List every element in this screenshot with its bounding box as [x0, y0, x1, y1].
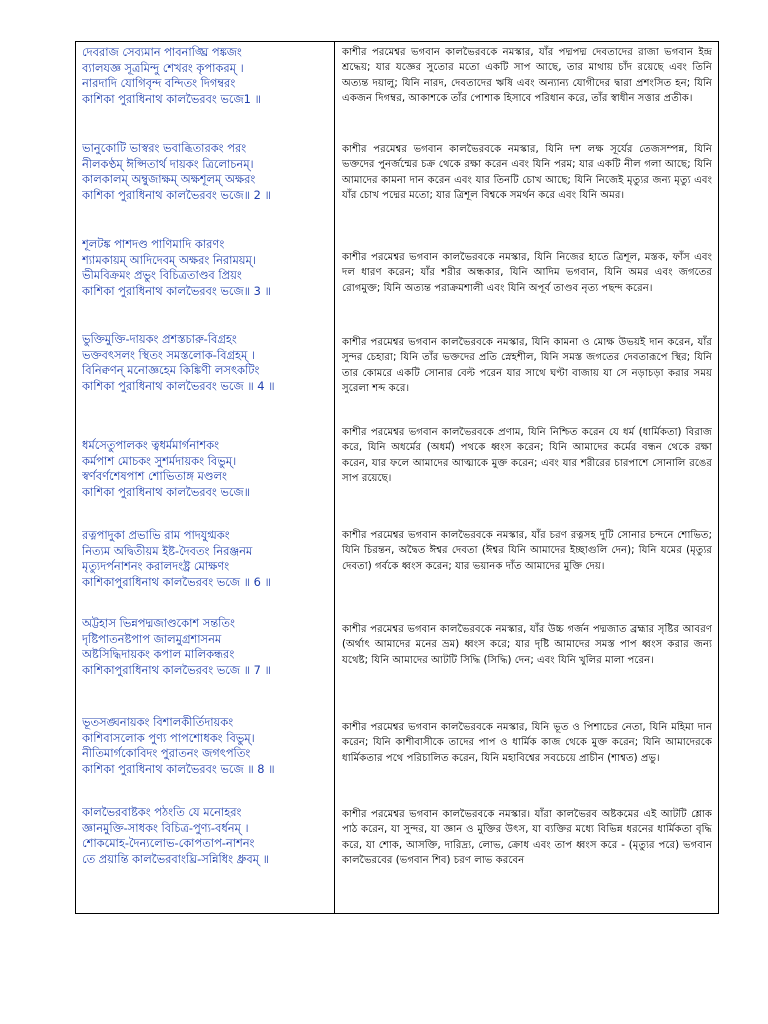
verse-block: [82, 616, 330, 678]
verse-line: কাশিকা পুরাধিনাথ কালভৈরবং ভজে1 ॥: [82, 91, 261, 106]
bengali-translation-column: [335, 42, 718, 913]
verse-block: [82, 438, 330, 500]
verse-line: ভুক্তিমুক্তি-দায়কং প্রশস্তচারু-বিগ্রহং: [82, 332, 237, 346]
verse-line: অষ্টসিদ্ধিদায়কং কপাল মালিকন্ধরং: [82, 647, 235, 662]
verse-block: [82, 805, 330, 867]
verse-line: ধর্মসেতুপালকং ত্বধর্মমার্গনাশকং: [82, 438, 219, 452]
verse-line: কাশিকাপুরাধিনাথ কালভৈরবং ভজে ॥ 7 ॥: [82, 662, 271, 677]
verse-line: নীতিমার্গকোবিদং পুরাতনং জগৎপতিং: [82, 746, 251, 761]
verse-line: দৃষ্টিপাতনষ্টপাপ জালমুগ্রশাসনম: [82, 631, 222, 646]
verse-block: [82, 528, 330, 590]
verse-line: নীলকণ্ঠম্ ঈপ্সিতার্থ দায়কং ত্রিলোচনম্।: [82, 156, 254, 171]
translation-paragraph: কাশীর পরমেশ্বর ভগবান কালভৈরবকে নমস্কার। যাঁরা কালভৈরব অষ্টকমের এই আটটি শ্লোক পাঠ করেন, যা সুন্দর, যা জ্ঞান ও মুক্তির উৎস, যা ব্যক্তির মধ্যে বিভিন্ন ধরনের ধার্মিকতা বৃদ্ধি করে, যা শোক, আসক্তি, দারিদ্র্য, লোভ, ক্রোধ এবং তাপ ধ্বংস করে - (মৃত্যুর পরে) ভগবান কালভৈরবের (ভগবান শিব) চরণ লাভ করবেন: [342, 809, 712, 867]
verse-line: কাশিকা পুরাধিনাথ কালভৈরবং ভজে॥ 3 ॥: [82, 283, 271, 298]
verse-block: [82, 332, 330, 394]
verse-line: স্বর্ণবর্ণশেষপাশ শোভিতাঙ্গ মণ্ডলং: [82, 469, 227, 484]
verse-line: দেবরাজ সেব্যমান পাবনাঙ্ঘ্রি পঙ্কজং: [82, 45, 242, 59]
verse-block: [82, 45, 330, 107]
verse-line: ভূতসঙ্ঘনায়কং বিশালকীর্তিদায়কং: [82, 715, 234, 729]
verse-line: কালকালম্ অম্বুজাক্ষম্ অক্ষশূলম্ অক্ষরং: [82, 172, 256, 187]
translation-paragraph: কাশীর পরমেশ্বর ভগবান কালভৈরবকে নমস্কার, যাঁর চরণ রত্নসহ দুটি সোনার চন্দনে শোভিত; যিনি চিরন্তন, অদ্বৈত ঈশ্বর দেবতা (ঈশ্বর যিনি আমাদের ইচ্ছাগুলি দেন); যিনি যমের (মৃত্যুর দেবতা) গর্বকে ধ্বংস করেন; যার ভয়ানক দাঁত আমাদের মুক্তি দেয়।: [342, 530, 712, 572]
verse-line: কালভৈরবাষ্টকং পঠংতি যে মনোহরং: [82, 805, 242, 819]
verse-line: কর্মপাশ মোচকং সুশর্মদায়কং বিভুম্।: [82, 453, 237, 468]
translation-paragraph: কাশীর পরমেশ্বর ভগবান কালভৈরবকে নমস্কার, যাঁর উচ্চ গর্জন পদ্মজাত ব্রহ্মার সৃষ্টির আবরণ (অর্থাৎ আমাদের মনের ভ্রম) ধ্বংস করে; যার দৃষ্টি আমাদের সমস্ত পাপ ধ্বংস করার জন্য যথেষ্ট; যিনি আমাদের আটটি সিদ্ধি (সিদ্ধি) দেন; এবং যিনি খুলির মালা পরেন।: [342, 624, 712, 666]
verse-line: মৃত্যুদর্পনাশনং করালদংষ্ট্র মোক্ষণং: [82, 559, 230, 574]
translation-paragraph: কাশীর পরমেশ্বর ভগবান কালভৈরবকে নমস্কার, যাঁর পদ্মপদ্ম দেবতাদের রাজা ভগবান ইন্দ্র শ্রদ্ধেয়; যার যজ্ঞের সুতোর মতো একটি সাপ আছে, তার মাথায় চাঁদ রয়েছে এবং তিনি অত্যন্ত দয়ালু; যিনি নারদ, দেবতাদের ঋষি এবং অন্যান্য যোগীদের দ্বারা প্রশংসিত হন; যিনি একজন দিগম্বর, আকাশকে তাঁর পোশাক হিসাবে পরিধান করে, তাঁর স্বাধীন সত্তার প্রতীক।: [342, 47, 712, 105]
verse-block: [82, 715, 330, 777]
verse-line: শোকমোহ-দৈন্যলোভ-কোপতাপ-নাশনং: [82, 836, 255, 851]
verse-line: নিত্যম অদ্বিতীয়ম ইষ্ট-দৈবতং নিরঞ্জনম: [82, 543, 253, 558]
verse-block: [82, 141, 330, 203]
verse-block: [82, 237, 330, 299]
translation-paragraph: কাশীর পরমেশ্বর ভগবান কালভৈরবকে নমস্কার, যিনি ভূত ও পিশাচের নেতা, যিনি মহিমা দান করেন; যিনি কাশীবাসীকে তাদের পাপ ও ধার্মিক কাজ থেকে মুক্ত করেন; যিনি আমাদেরকে ধার্মিকতার পথে পরিচালিত করেন, যিনি মহাবিশ্বের সবচেয়ে প্রাচীন (শাশ্বত) প্রভু।: [342, 722, 712, 764]
verse-line: কাশিকা পুরাধিনাথ কালভৈরবং ভজে ॥ 8 ॥: [82, 761, 275, 776]
translation-paragraph: কাশীর পরমেশ্বর ভগবান কালভৈরবকে প্রণাম, যিনি নিশ্চিত করেন যে ধর্ম (ধার্মিকতা) বিরাজ করে, যিনি অধর্মের (অধর্ম) পথকে ধ্বংস করেন; যিনি আমাদের কর্মের বন্ধন থেকে রক্ষা করেন, যার ফলে আমাদের আত্মাকে মুক্ত করেন; এবং যার শরীরের চারপাশে সোনালি রঙের সাপ রয়েছে।: [342, 427, 712, 485]
verse-line: শূলটঙ্ক পাশদণ্ড পাণিমাদি কারণং: [82, 237, 225, 251]
translation-paragraph: কাশীর পরমেশ্বর ভগবান কালভৈরবকে নমস্কার, যিনি কামনা ও মোক্ষ উভয়ই দান করেন, যাঁর সুন্দর চেহারা; যিনি তাঁর ভক্তদের প্রতি স্নেহশীল, যিনি সমস্ত জগতের দেবতারূপে স্থির; যিনি তার কোমরে একটি সোনার বেল্ট পরেন যার সাথে ঘণ্টা বাজায় যা সে নড়াচড়া করার সময় সুরেলা শব্দ করে।: [342, 337, 712, 395]
verse-line: অট্টহাস ভিন্নপদ্মজাণ্ডকোশ সন্ততিং: [82, 616, 235, 630]
verse-line: ভীমবিক্রমং প্রভুং বিচিত্রতাণ্ডব প্রিয়ং: [82, 268, 242, 283]
verse-line: রত্নপাদুকা প্রভাভি রাম পাদযুগ্মকং: [82, 528, 230, 542]
verse-line: কাশিকাপুরাধিনাথ কালভৈরবং ভজে ॥ 6 ॥: [82, 574, 271, 589]
verse-line: বিনিক্বণন্ মনোজ্ঞহেম কিঙ্কিণী লসৎকটিং: [82, 363, 260, 378]
verse-line: ব্যালযজ্ঞ সূত্রমিন্দু শেখরং কৃপাকরম্ ।: [82, 60, 244, 75]
verse-line: কাশিবাসলোক পুণ্য পাপশোধকং বিভুম্।: [82, 730, 255, 745]
hymn-table: [75, 41, 719, 914]
sanskrit-verse-column: [76, 42, 335, 913]
translation-paragraph: কাশীর পরমেশ্বর ভগবান কালভৈরবকে নমস্কার, যিনি নিজের হাতে ত্রিশূল, মস্তক, ফাঁস এবং দল ধারণ করেন; যাঁর শরীর অন্ধকার, যিনি আদিম ভগবান, যিনি অমর এবং জগতের রোগমুক্ত; যিনি অত্যন্ত পরাক্রমশালী এবং যিনি অপূর্ব তাণ্ডব নৃত্য পছন্দ করেন।: [342, 252, 712, 294]
verse-line: কাশিকা পুরাধিনাথ কালভৈরবং ভজে ॥ 4 ॥: [82, 378, 275, 393]
verse-line: ভক্তবৎসলং স্থিতং সমস্তলোক-বিগ্রহম্ ।: [82, 347, 256, 362]
translation-paragraph: কাশীর পরমেশ্বর ভগবান কালভৈরবকে নমস্কার, যিনি দশ লক্ষ সূর্যের তেজসম্পন্ন, যিনি ভক্তদের পুনর্জন্মের চক্র থেকে রক্ষা করেন এবং যিনি পরম; যার একটি নীল গলা আছে; যিনি আমাদের কামনা দান করেন এবং যার তিনটি চোখ আছে; যিনি নিজেই মৃত্যুর জন্য মৃত্যু এবং যাঁর চোখ পদ্মের মতো; যার ত্রিশূল বিশ্বকে সমর্থন করে এবং যিনি অমর।: [342, 144, 712, 202]
verse-line: শ্যামকায়ম্ আদিদেবম্ অক্ষরং নিরাময়ম্।: [82, 252, 256, 267]
verse-line: কাশিকা পুরাধিনাথ কালভৈরবং ভজে॥ 2 ॥: [82, 187, 271, 202]
verse-line: কাশিকা পুরাধিনাথ কালভৈরবং ভজে॥: [82, 484, 251, 499]
verse-line: জ্ঞানমুক্তি-সাধকং বিচিত্র-পুণ্য-বর্ধনম্ ।: [82, 820, 249, 835]
verse-line: নারদাদি যোগিবৃন্দ বন্দিতং দিগম্বরং: [82, 76, 236, 91]
verse-line: ভানুকোটি ভাস্বরং ভবাব্ধিতারকং পরং: [82, 141, 247, 155]
verse-line: তে প্রয়ান্তি কালভৈরবাংঘ্রি-সন্নিধিং ধ্রুবম্ ॥: [82, 851, 270, 866]
